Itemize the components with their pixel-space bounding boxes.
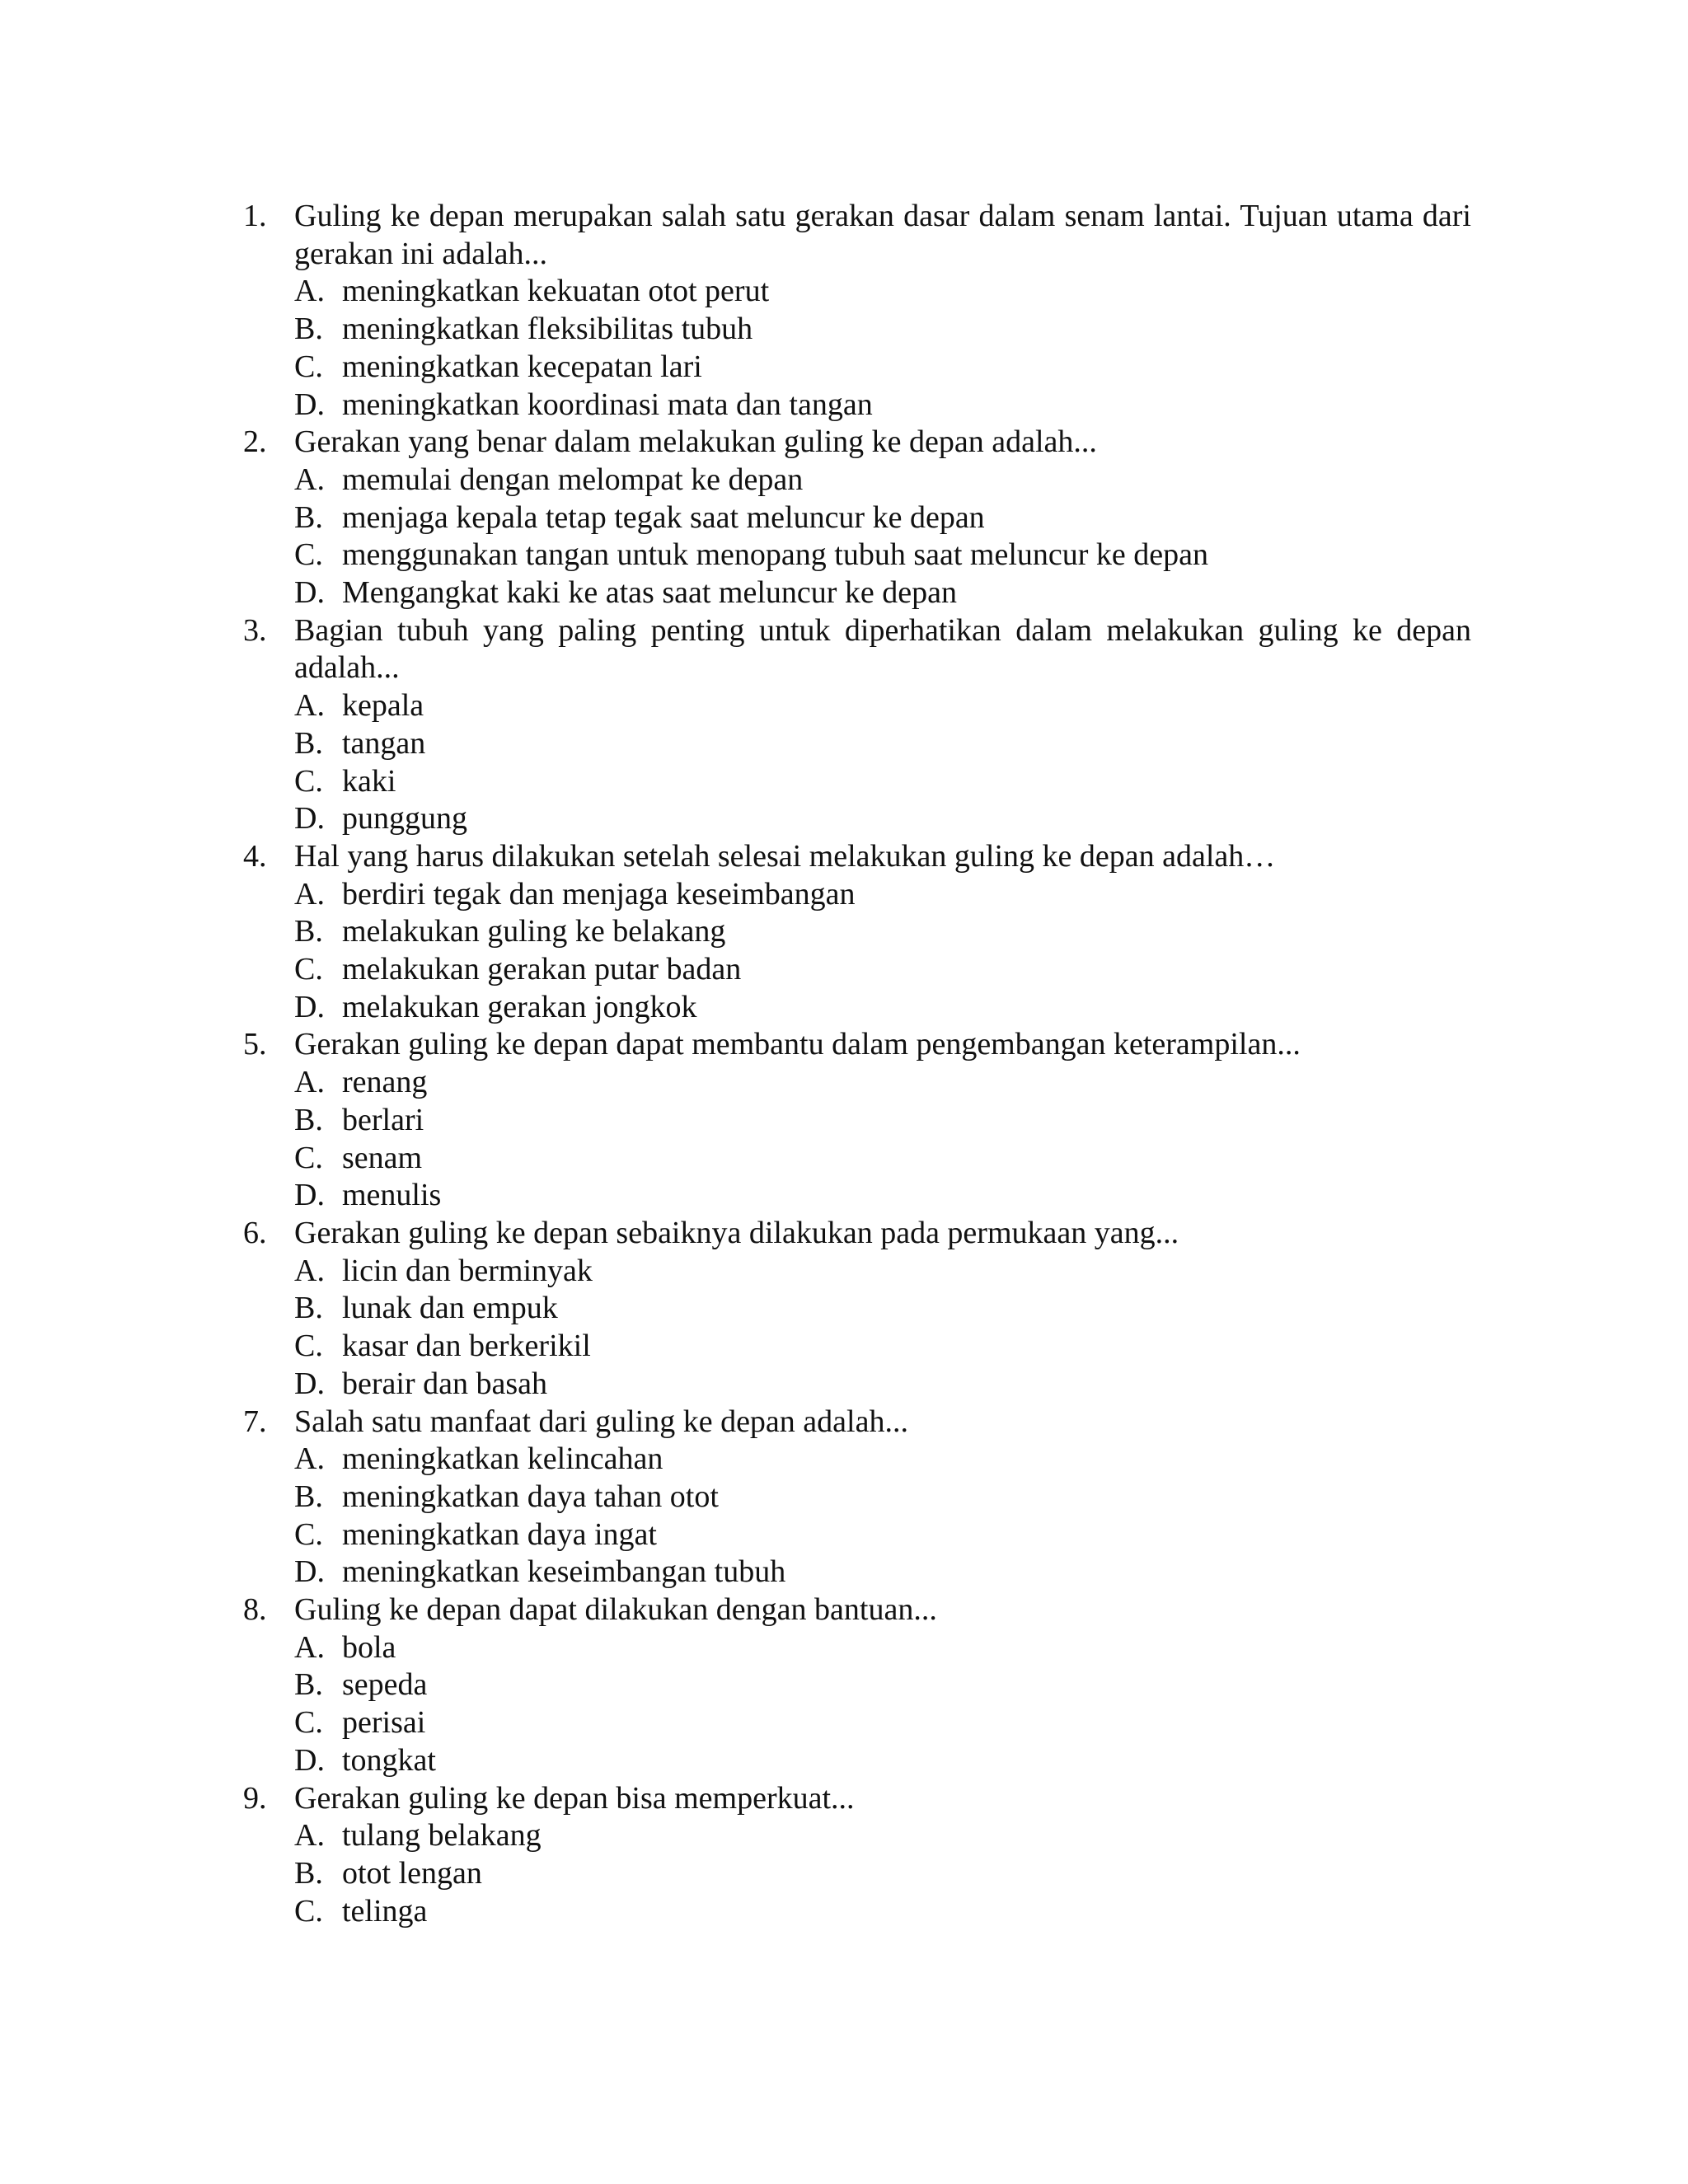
option-text: renang (342, 1065, 428, 1100)
answer-option (294, 462, 1471, 499)
answer-option (294, 1479, 1471, 1516)
answer-options (294, 462, 1471, 612)
option-letter: C. (294, 349, 323, 384)
option-text: licin dan berminyak (342, 1253, 593, 1288)
answer-options (294, 876, 1471, 1027)
answer-option (294, 989, 1471, 1027)
question-item (243, 1215, 1471, 1404)
option-letter: B. (294, 725, 323, 761)
answer-option (294, 951, 1471, 989)
option-letter: A. (294, 1818, 325, 1854)
answer-option (294, 1140, 1471, 1178)
option-letter: C. (294, 1705, 323, 1741)
answer-option (294, 499, 1471, 537)
question-text: Guling ke depan dapat dilakukan dengan bantuan... (294, 1592, 937, 1628)
option-letter: A. (294, 1441, 325, 1477)
option-text: melakukan gerakan jongkok (342, 989, 697, 1024)
option-letter: A. (294, 876, 325, 912)
option-text: memulai dengan melompat ke depan (342, 462, 804, 497)
option-letter: D. (294, 1178, 325, 1213)
option-text: perisai (342, 1705, 426, 1741)
option-text: meningkatkan kecepatan lari (342, 349, 702, 384)
option-letter: D. (294, 801, 325, 837)
option-letter: C. (294, 537, 323, 573)
option-text: tangan (342, 725, 426, 761)
option-letter: B. (294, 499, 323, 535)
option-letter: D. (294, 1554, 325, 1590)
answer-option (294, 1742, 1471, 1780)
answer-option (294, 913, 1471, 951)
option-letter: B. (294, 1479, 323, 1514)
option-text: Mengangkat kaki ke atas saat meluncur ke depan (342, 575, 957, 611)
answer-option (294, 311, 1471, 349)
question-list (243, 198, 1471, 1930)
option-letter: A. (294, 1253, 325, 1288)
option-text: meningkatkan daya tahan otot (342, 1479, 719, 1514)
answer-options (294, 1629, 1471, 1780)
answer-option (294, 574, 1471, 612)
option-text: otot lengan (342, 1855, 482, 1891)
option-letter: B. (294, 914, 323, 949)
answer-options (294, 687, 1471, 838)
option-text: tongkat (342, 1742, 436, 1778)
option-text: sepeda (342, 1667, 428, 1703)
option-text: meningkatkan koordinasi mata dan tangan (342, 387, 873, 422)
option-letter: D. (294, 1366, 325, 1401)
option-text: menjaga kepala tetap tegak saat meluncur ke depan (342, 499, 985, 535)
question-text: Gerakan yang benar dalam melakukan guling ke depan adalah... (294, 424, 1097, 460)
question-item (243, 1404, 1471, 1592)
option-letter: C. (294, 952, 323, 987)
question-item (243, 612, 1471, 838)
option-text: menulis (342, 1178, 442, 1213)
option-text: menggunakan tangan untuk menopang tubuh saat meluncur ke depan (342, 537, 1209, 573)
answer-option (294, 876, 1471, 914)
question-text: Gerakan guling ke depan bisa memperkuat... (294, 1780, 855, 1816)
option-text: lunak dan empuk (342, 1291, 558, 1326)
question-text: Gerakan guling ke depan sebaiknya dilakukan pada permukaan yang... (294, 1215, 1179, 1250)
answer-option (294, 1290, 1471, 1328)
answer-option (294, 1253, 1471, 1291)
answer-option (294, 1704, 1471, 1742)
answer-options (294, 1064, 1471, 1215)
question-text: Hal yang harus dilakukan setelah selesai melakukan guling ke depan adalah… (294, 838, 1276, 874)
option-letter: B. (294, 1102, 323, 1137)
question-number: 9. (243, 1780, 267, 1816)
answer-option (294, 725, 1471, 763)
option-letter: C. (294, 1329, 323, 1364)
question-text: Bagian tubuh yang paling penting untuk diperhatikan dalam melakukan guling ke depan adalah... (294, 612, 1471, 686)
question-number: 5. (243, 1027, 267, 1062)
option-letter: D. (294, 575, 325, 611)
question-item (243, 1780, 1471, 1931)
answer-option (294, 1366, 1471, 1404)
answer-option (294, 1177, 1471, 1215)
answer-option (294, 687, 1471, 725)
answer-option (294, 800, 1471, 838)
answer-option (294, 1629, 1471, 1667)
question-number: 3. (243, 612, 267, 648)
option-letter: B. (294, 1667, 323, 1703)
option-letter: A. (294, 462, 325, 497)
question-item (243, 1026, 1471, 1215)
question-number: 6. (243, 1215, 267, 1250)
option-text: senam (342, 1140, 423, 1175)
option-text: punggung (342, 801, 467, 837)
answer-option (294, 1666, 1471, 1704)
answer-options (294, 273, 1471, 424)
option-letter: A. (294, 1065, 325, 1100)
question-number: 1. (243, 199, 267, 233)
answer-option (294, 1893, 1471, 1931)
question-number: 4. (243, 838, 267, 874)
option-text: telinga (342, 1893, 428, 1929)
option-letter: C. (294, 763, 323, 799)
answer-option (294, 1516, 1471, 1554)
answer-options (294, 1441, 1471, 1591)
option-text: meningkatkan keseimbangan tubuh (342, 1554, 786, 1590)
answer-option (294, 1102, 1471, 1140)
option-letter: A. (294, 1629, 325, 1665)
option-text: melakukan gerakan putar badan (342, 952, 742, 987)
option-text: kaki (342, 763, 396, 799)
option-letter: C. (294, 1516, 323, 1552)
option-letter: B. (294, 1291, 323, 1326)
answer-option (294, 273, 1471, 311)
question-number: 2. (243, 424, 267, 460)
option-text: meningkatkan daya ingat (342, 1516, 657, 1552)
option-text: berdiri tegak dan menjaga keseimbangan (342, 876, 856, 912)
answer-option (294, 1328, 1471, 1366)
option-letter: D. (294, 989, 325, 1024)
answer-option (294, 1817, 1471, 1855)
option-text: bola (342, 1629, 396, 1665)
option-text: meningkatkan kelincahan (342, 1441, 663, 1477)
answer-option (294, 1064, 1471, 1102)
option-text: kasar dan berkerikil (342, 1329, 591, 1364)
option-letter: D. (294, 1742, 325, 1778)
option-letter: A. (294, 688, 325, 724)
question-item (243, 198, 1471, 424)
answer-options (294, 1817, 1471, 1930)
question-number: 7. (243, 1404, 267, 1439)
option-text: tulang belakang (342, 1818, 542, 1854)
question-text: Gerakan guling ke depan dapat membantu dalam pengembangan keterampilan... (294, 1027, 1301, 1062)
answer-option (294, 1855, 1471, 1893)
answer-option (294, 387, 1471, 424)
question-item (243, 838, 1471, 1027)
option-letter: A. (294, 274, 325, 309)
answer-option (294, 763, 1471, 801)
question-text: Salah satu manfaat dari guling ke depan adalah... (294, 1404, 908, 1439)
option-text: melakukan guling ke belakang (342, 914, 726, 949)
option-letter: C. (294, 1893, 323, 1929)
option-letter: C. (294, 1140, 323, 1175)
question-item (243, 1591, 1471, 1780)
question-item (243, 424, 1471, 612)
option-text: berair dan basah (342, 1366, 547, 1401)
option-letter: B. (294, 1855, 323, 1891)
answer-options (294, 1253, 1471, 1404)
question-text: Guling ke depan merupakan salah satu gerakan dasar dalam senam lantai. Tujuan utama dari gerakan ini adalah... (294, 199, 1471, 271)
option-text: kepala (342, 688, 424, 724)
option-text: meningkatkan kekuatan otot perut (342, 274, 770, 309)
option-letter: B. (294, 312, 323, 347)
answer-option (294, 349, 1471, 387)
option-letter: D. (294, 387, 325, 422)
answer-option (294, 537, 1471, 574)
option-text: meningkatkan fleksibilitas tubuh (342, 312, 753, 347)
question-number: 8. (243, 1592, 267, 1628)
answer-option (294, 1554, 1471, 1591)
option-text: berlari (342, 1102, 424, 1137)
answer-option (294, 1441, 1471, 1479)
